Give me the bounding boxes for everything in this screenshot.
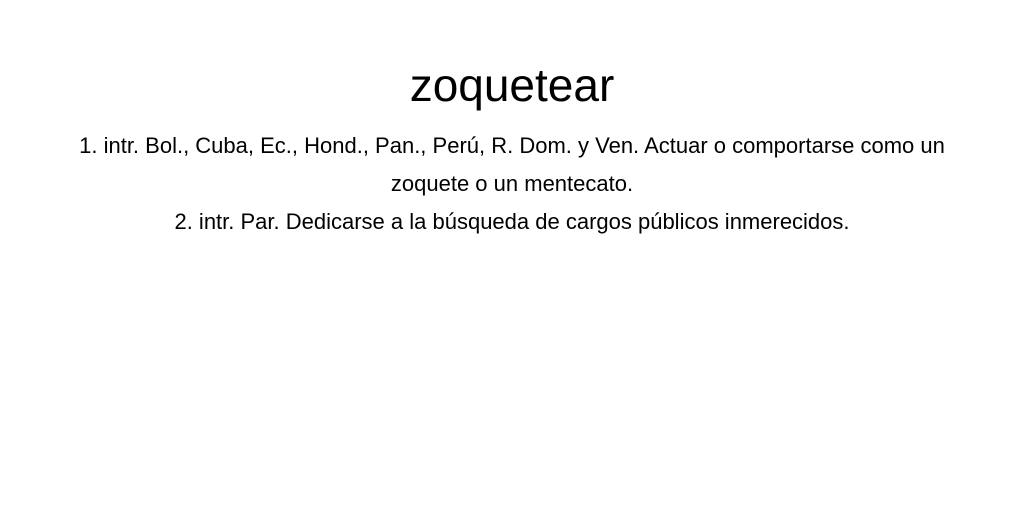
headword-title: zoquetear bbox=[409, 59, 615, 111]
definition-list bbox=[62, 127, 962, 241]
definition-1: 1. intr. Bol., Cuba, Ec., Hond., Pan., Perú, R. Dom. y Ven. Actuar o comportarse como un zoquete o un mentecato. bbox=[79, 133, 945, 196]
definition-2: 2. intr. Par. Dedicarse a la búsqueda de cargos públicos inmerecidos. bbox=[174, 209, 850, 234]
